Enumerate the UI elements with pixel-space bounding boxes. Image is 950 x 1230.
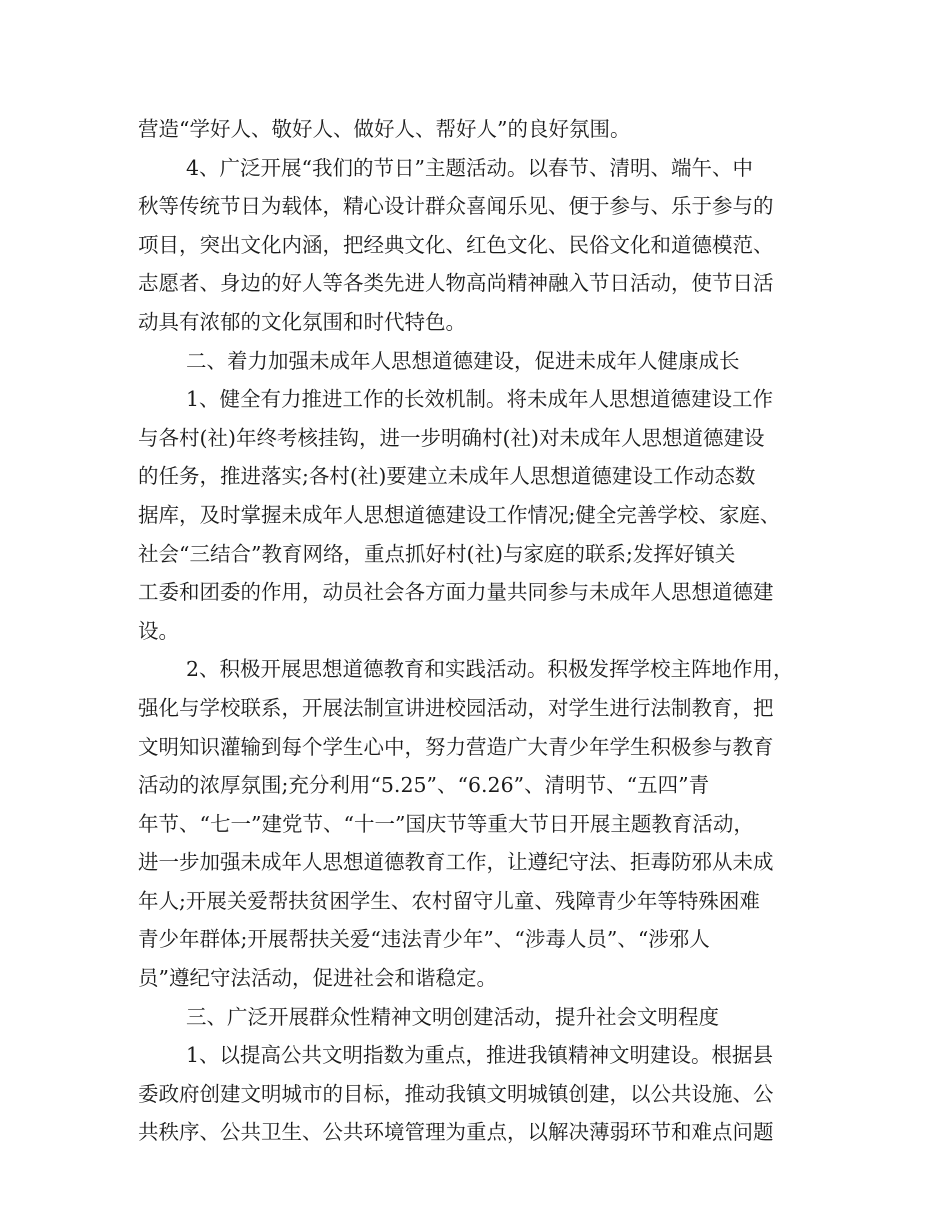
text-line: 工委和团委的作用，动员社会各方面力量共同参与未成年人思想道德建 (138, 580, 774, 605)
text-line: 营造“学好人、敬好人、做好人、帮好人”的良好氛围。 (138, 117, 631, 141)
text-line: 秋等传统节日为载体，精心设计群众喜闻乐见、便于参与、乐于参与的 (138, 194, 774, 219)
text-line: 年人;开展关爱帮扶贫困学生、农村留守儿童、残障青少年等特殊困难 (138, 888, 760, 913)
text-line: 社会“三结合”教育网络，重点抓好村(社)与家庭的联系;发挥好镇关 (138, 541, 736, 566)
text-line: 动具有浓郁的文化氛围和时代特色。 (138, 309, 466, 334)
text-line: 强化与学校联系，开展法制宣讲进校园活动，对学生进行法制教育，把 (138, 695, 774, 720)
text-line: 的任务，推进落实;各村(社)要建立未成年人思想道德建设工作动态数 (138, 464, 756, 489)
text-line: 进一步加强未成年人思想道德教育工作，让遵纪守法、拒毒防邪从未成 (138, 850, 774, 875)
section-heading: 二、着力加强未成年人思想道德建设，促进未成年人健康成长 (186, 348, 740, 373)
text-line: 项目，突出文化内涵，把经典文化、红色文化、民俗文化和道德模范、 (138, 232, 774, 257)
text-line: 2、积极开展思想道德教育和实践活动。积极发挥学校主阵地作用， (186, 657, 794, 682)
text-line: 委政府创建文明城市的目标，推动我镇文明城镇创建，以公共设施、公 (138, 1081, 774, 1106)
text-line: 共秩序、公共卫生、公共环境管理为重点，以解决薄弱环节和难点问题 (138, 1120, 774, 1145)
document-body (138, 110, 828, 1152)
text-line: 员”遵纪守法活动，促进社会和谐稳定。 (138, 966, 497, 991)
text-line: 据库，及时掌握未成年人思想道德建设工作情况;健全完善学校、家庭、 (138, 502, 781, 527)
text-line: 志愿者、身边的好人等各类先进人物高尚精神融入节日活动，使节日活 (138, 271, 774, 296)
text-line: 青少年群体;开展帮扶关爱“违法青少年”、“涉毒人员”、“涉邪人 (138, 927, 710, 952)
text-line: 1、健全有力推进工作的长效机制。将未成年人思想道德建设工作 (186, 387, 774, 412)
text-line: 与各村(社)年终考核挂钩，进一步明确村(社)对未成年人思想道德建设 (138, 425, 765, 450)
text-line: 设。 (138, 618, 179, 643)
text-line: 1、以提高公共文明指数为重点，推进我镇精神文明建设。根据县 (186, 1043, 774, 1068)
text-line: 活动的浓厚氛围;充分利用“5.25”、“6.26”、清明节、“五四”青 (138, 773, 710, 798)
text-line: 4、广泛开展“我们的节日”主题活动。以春节、清明、端午、中 (186, 155, 754, 180)
text-line: 文明知识灌输到每个学生心中，努力营造广大青少年学生积极参与教育 (138, 734, 774, 759)
section-heading: 三、广泛开展群众性精神文明创建活动，提升社会文明程度 (186, 1004, 719, 1029)
text-line: 年节、“七一”建党节、“十一”国庆节等重大节日开展主题教育活动， (138, 811, 754, 836)
